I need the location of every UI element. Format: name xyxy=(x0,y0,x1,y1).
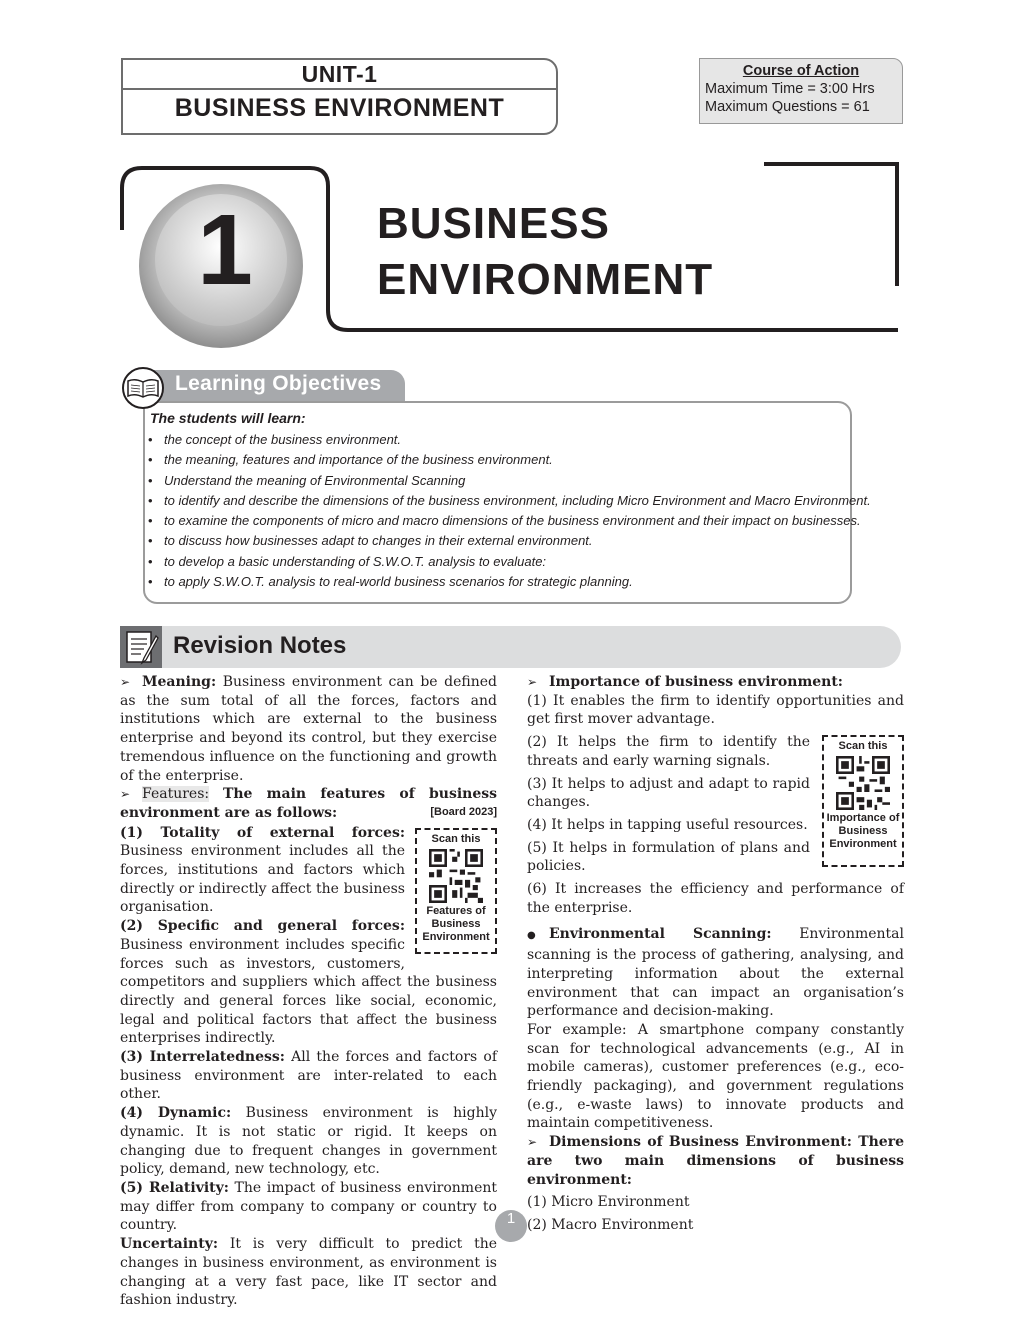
unit-divider xyxy=(123,88,556,90)
bullet-dot-icon: ● xyxy=(527,930,536,942)
importance-item: (1) It enables the firm to identify opportunities and get first mover advantage. xyxy=(527,692,904,728)
importance-item: (6) It increases the efficiency and performance of the enterprise. xyxy=(527,881,904,916)
dimension-item: (1) Micro Environment xyxy=(527,1194,690,1211)
notes-right-column xyxy=(527,673,904,1235)
max-time: Maximum Time = 3:00 Hrs xyxy=(705,81,875,97)
meaning-paragraph: ➢ Meaning: Business environment can be defined as the sum total of all the forces, factors and institutions which are external to the business enterprise and beyond its control, but they exercise tremendous influence on the functioning and growth of the enterprise. xyxy=(120,674,497,784)
list-item: • the meaning, features and importance of the business environment. xyxy=(148,452,553,468)
importance-item: (2) It helps the firm to identify the threats and early warning signals. xyxy=(527,734,810,769)
learning-objectives-list xyxy=(148,430,871,592)
course-of-action-box xyxy=(699,58,903,124)
arrow-bullet-icon: ➢ xyxy=(527,1135,538,1150)
features-intro: ➢ Features: The main features of business environment are as follows: [Board 2023] xyxy=(120,786,497,821)
notes-left-column xyxy=(120,673,497,1310)
feature-item: (4) Dynamic: Business environment is highly dynamic. It is not static or rigid. It keeps on changing due to frequent changes in government policy, demand, new technology, etc. xyxy=(120,1105,498,1178)
feature-item: (2) Specific and general forces: Business environment includes specific forces such as investors, customers, competitors and suppliers which affect the business directly and general forces like social, economic, legal and political factors that affect the business enterprises indirectly. xyxy=(120,918,497,1047)
list-item: • to apply S.W.O.T. analysis to real-world business scenarios for strategic planning. xyxy=(148,574,633,590)
list-item: • the concept of the business environment. xyxy=(148,432,402,447)
open-book-icon xyxy=(119,366,167,410)
qr-features[interactable]: Scan this Features of Business Environment xyxy=(415,828,497,954)
dimension-item: (2) Macro Environment xyxy=(527,1216,694,1233)
chapter-title-line1: BUSINESS xyxy=(377,199,610,248)
list-item: • to develop a basic understanding of S.W.O.T. analysis to evaluate: xyxy=(148,553,547,569)
arrow-bullet-icon: ➢ xyxy=(120,675,131,689)
feature-item: (5) Relativity: The impact of business environment may differ from company to company or country to country. xyxy=(120,1179,498,1234)
chapter-title xyxy=(377,196,713,308)
list-item: • Understand the meaning of Environmental Scanning xyxy=(148,472,466,488)
unit-title: BUSINESS ENVIRONMENT xyxy=(174,94,505,122)
list-item: • to examine the components of micro and macro dimensions of the business environment and their impact on businesses. xyxy=(148,513,861,529)
list-item: • to discuss how businesses adapt to changes in their external environment. xyxy=(148,533,593,549)
importance-heading: ➢ Importance of business environment: xyxy=(527,674,843,690)
dimensions-heading: ➢ Dimensions of Business Environment: There are two main dimensions of business environment: xyxy=(527,1134,904,1188)
importance-item: (5) It helps in formulation of plans and policies. xyxy=(527,839,810,875)
scanning-paragraph: ● Environmental Scanning: Environmental scanning is the process of gathering, analysing, and interpreting information about the external environment that can impact an organisation’s performance and decision-making. xyxy=(527,926,904,1020)
qr-importance[interactable]: Scan this Importance of Business Environment xyxy=(822,735,904,867)
importance-item: (4) It helps in tapping useful resources. xyxy=(527,816,808,833)
list-item: • to identify and describe the dimensions of the business environment, including Micro Environment and Macro Environment. xyxy=(148,492,871,508)
arrow-bullet-icon: ➢ xyxy=(527,675,538,689)
notepad-pencil-icon xyxy=(120,626,162,668)
qr-code-icon xyxy=(429,849,483,903)
course-of-action-title: Course of Action xyxy=(742,63,860,79)
scanning-example: For example: A smartphone company constantly scan for technological advancements (e.g., AI in mobile cameras), customer preferences (e.g., eco-friendly packaging), and government regulations (e.g., e-waste laws) to innovate products and maintain competitiveness. xyxy=(527,1021,904,1132)
board-tag: [Board 2023] xyxy=(430,805,497,818)
revision-notes-title: Revision Notes xyxy=(173,632,347,659)
learning-objectives-intro: The students will learn: xyxy=(150,410,306,426)
page-number: 1 xyxy=(495,1210,527,1242)
feature-item: (1) Totality of external forces: Business environment includes all the forces, institutions and factors which directly or indirectly affect the business organisation. xyxy=(120,824,405,916)
learning-objectives-title: Learning Objectives xyxy=(175,372,382,395)
unit-header xyxy=(121,58,558,135)
qr-code-icon xyxy=(836,756,890,810)
arrow-bullet-icon: ➢ xyxy=(120,787,131,802)
max-questions: Maximum Questions = 61 xyxy=(705,99,870,115)
unit-label: UNIT-1 xyxy=(301,61,378,87)
chapter-title-line2: ENVIRONMENT xyxy=(377,255,714,304)
feature-item: (3) Interrelatedness: All the forces and factors of business environment are inter-related to each other. xyxy=(120,1049,497,1103)
feature-item: Uncertainty: It is very difficult to predict the changes in business environment, as environment is changing at a very fast pace, like IT sector and fashion industry. xyxy=(120,1236,498,1309)
chapter-number: 1 xyxy=(197,194,253,306)
importance-item: (3) It helps to adjust and adapt to rapid changes. xyxy=(527,775,810,811)
